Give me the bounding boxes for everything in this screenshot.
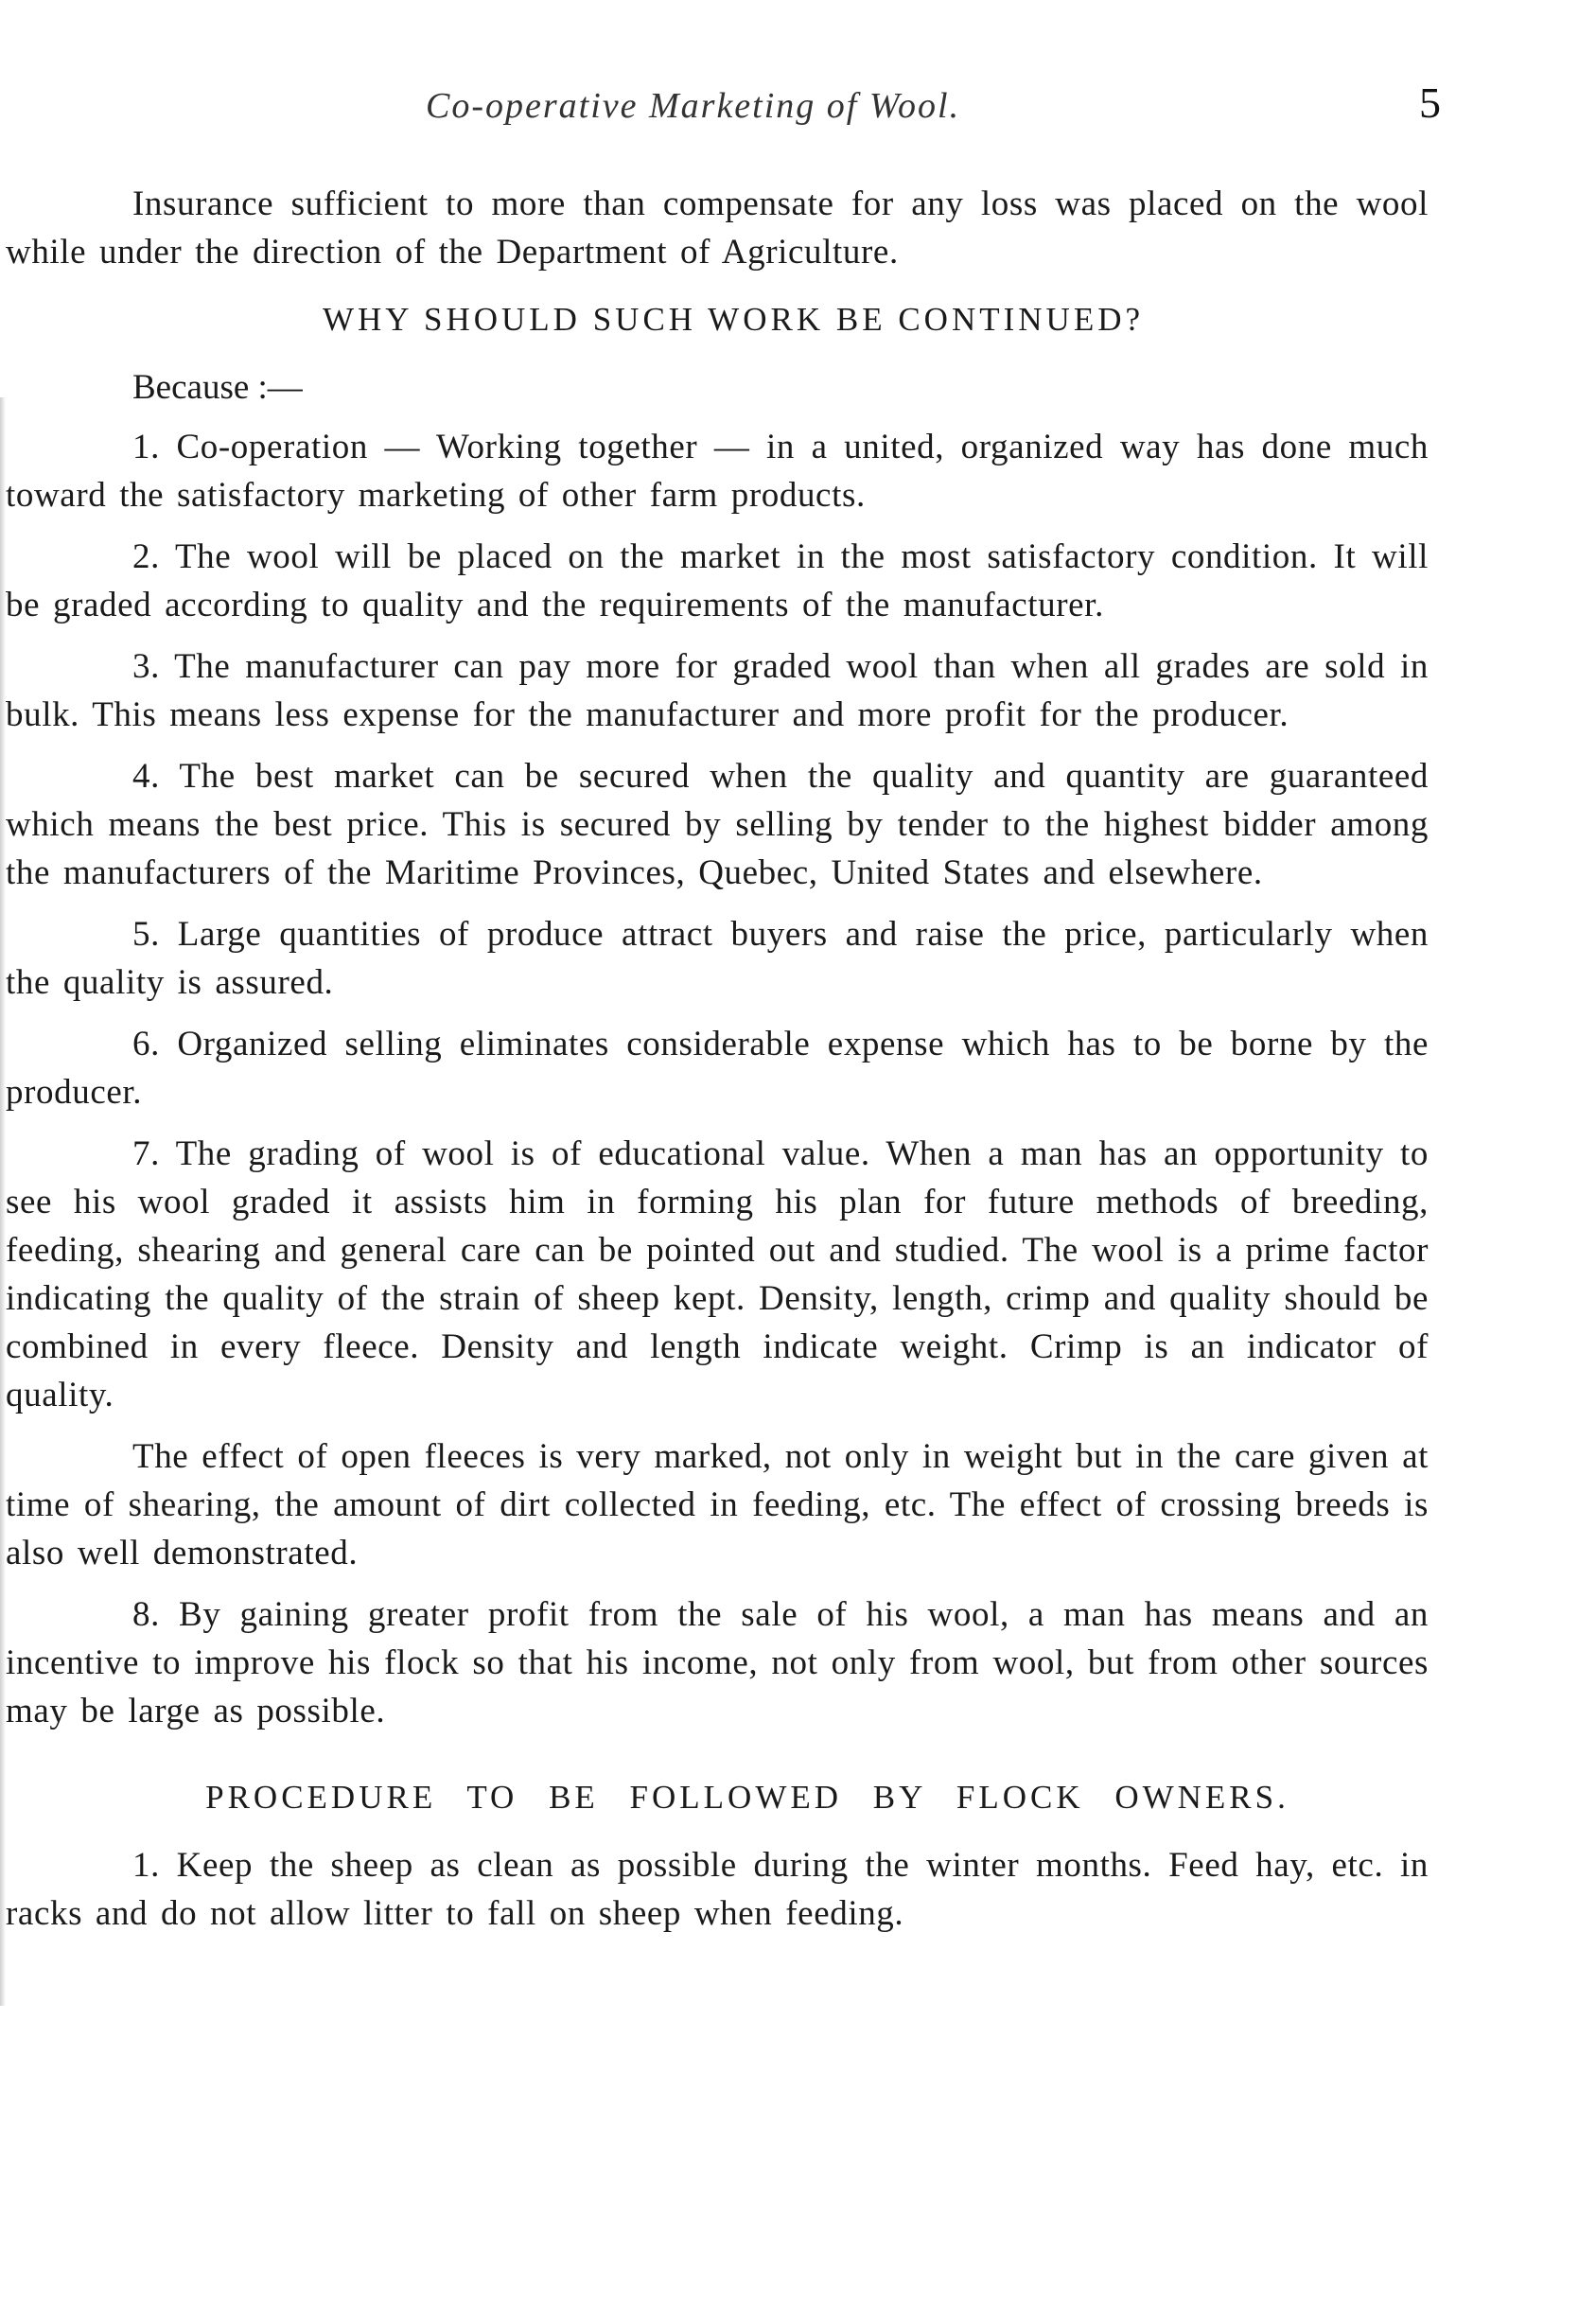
reason-item-7-continued: The effect of open fleeces is very marked, not only in weight but in the care given at time of shearing, the amount of dirt collected in feeding, etc. The effect of crossing breeds is also well demonstrated. (6, 1437, 1429, 1572)
section-heading-procedure: PROCEDURE TO BE FOLLOWED BY FLOCK OWNERS. (205, 1779, 1289, 1816)
reason-item-8: 8. By gaining greater profit from the sale of his wool, a man has means and an incentive to improve his flock so that his income, not only from wool, but from other sources may be large as possible. (6, 1595, 1429, 1730)
reason-item-1: 1. Co-operation — Working together — in a united, organized way has done much toward the satisfactory marketing of other farm products. (6, 428, 1429, 515)
procedure-item-1: 1. Keep the sheep as clean as possible during the winter months. Feed hay, etc. in racks and do not allow litter to fall on sheep when feeding. (6, 1846, 1429, 1933)
reason-item-3: 3. The manufacturer can pay more for graded wool than when all grades are sold in bulk. This means less expense for the manufacturer and more profit for the producer. (6, 647, 1429, 734)
reason-item-6: 6. Organized selling eliminates considerable expense which has to be borne by the producer. (6, 1025, 1429, 1112)
reason-item-5: 5. Large quantities of produce attract buyers and raise the price, particularly when the quality is assured. (6, 915, 1429, 1002)
reason-item-4: 4. The best market can be secured when the quality and quantity are guaranteed which means the best price. This is secured by selling by tender to the highest bidder among the manufacturers of the Maritime Provinces, Quebec, United States and elsewhere. (6, 757, 1429, 892)
page-number: 5 (1419, 79, 1441, 127)
because-lead: Because :— (132, 368, 303, 407)
reason-item-2: 2. The wool will be placed on the market in the most satisfactory condition. It will be graded according to quality and the requirements of the manufacturer. (6, 537, 1429, 624)
intro-paragraph: Insurance sufficient to more than compensate for any loss was placed on the wool while under the direction of the Department of Agriculture. (6, 184, 1429, 272)
running-head-title: Co-operative Marketing of Wool. (426, 86, 961, 126)
body-text (0, 180, 1429, 1951)
reason-item-7: 7. The grading of wool is of educational value. When a man has an opportunity to see his wool graded it assists him in forming his plan for future methods of breeding, feeding, shearing and general care can be pointed out and studied. The wool is a prime factor indicating the quality of the strain of sheep kept. Density, length, crimp and quality should be combined in every fleece. Density and length indicate weight. Crimp is an indicator of quality. (6, 1134, 1429, 1414)
section-heading-why-continue: WHY SHOULD SUCH WORK BE CONTINUED? (322, 301, 1145, 338)
